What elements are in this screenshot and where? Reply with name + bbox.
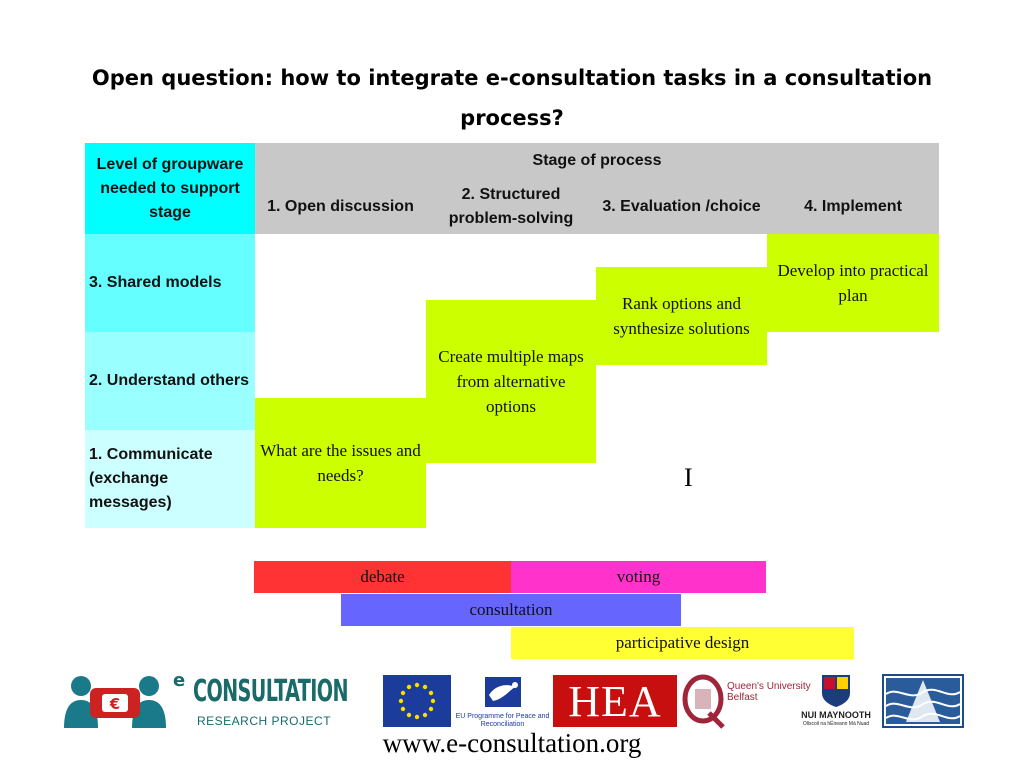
text-cursor-mark: I — [684, 463, 693, 492]
queens-name-line1: Queen's University — [727, 681, 811, 692]
nui-maynooth-logo — [794, 673, 878, 729]
nui-crest-icon — [794, 673, 878, 707]
page-title: Open question: how to integrate e-consultation tasks in a consultation process? — [91, 66, 933, 130]
level-row-label: 3. Shared models — [85, 234, 255, 332]
table-corner-header: Level of groupware needed to support stage — [85, 143, 255, 234]
method-bar-voting: voting — [511, 561, 766, 593]
footer-url[interactable]: www.e-consultation.org — [382, 728, 642, 758]
step-box-implement: Develop into practical plan — [767, 234, 939, 332]
stage-column-header: 3. Evaluation /choice — [596, 179, 767, 234]
step-box-open-discussion: What are the issues and needs? — [255, 398, 426, 528]
dove-icon — [455, 673, 550, 711]
svg-text:€: € — [109, 695, 121, 713]
econsultation-wordmark-logo — [173, 672, 377, 730]
waves-institution-logo — [882, 674, 964, 728]
econsultation-subtitle: RESEARCH PROJECT — [197, 714, 332, 728]
method-bar-consultation: consultation — [341, 594, 681, 626]
queens-crest-icon — [681, 673, 725, 729]
queens-name-line2: Belfast — [727, 692, 758, 703]
hea-logo — [553, 675, 677, 727]
method-bar-debate: debate — [254, 561, 511, 593]
stage-column-header: 4. Implement — [767, 179, 939, 234]
stage-column-header: 1. Open discussion — [255, 179, 426, 234]
nui-maynooth-name: NUI MAYNOOTH — [801, 710, 871, 720]
stage-header: Stage of process — [255, 143, 939, 179]
econsultation-wordmark-text: CONSULTATION — [193, 674, 348, 709]
econsultation-e-letter: e — [173, 670, 186, 691]
step-box-evaluation-choice: Rank options and synthesize solutions — [596, 267, 767, 365]
level-row-label: 2. Understand others — [85, 332, 255, 430]
eu-peace-programme-logo — [455, 673, 550, 729]
hea-logo-text: HEA — [568, 676, 662, 726]
method-bar-participative-design: participative design — [511, 627, 854, 659]
level-row-label: 1. Communicate (exchange messages) — [85, 430, 255, 528]
eu-programme-caption: EU Programme for Peace and Reconciliation — [455, 713, 550, 728]
step-box-structured-problem-solving: Create multiple maps from alternative options — [426, 300, 596, 463]
nui-maynooth-motto: Ollscoil na hÉireann Má Nuad — [802, 721, 870, 727]
stage-column-header: 2. Structured problem-solving — [426, 179, 596, 234]
eu-flag-logo — [383, 675, 451, 727]
econsultation-people-logo — [62, 674, 168, 728]
